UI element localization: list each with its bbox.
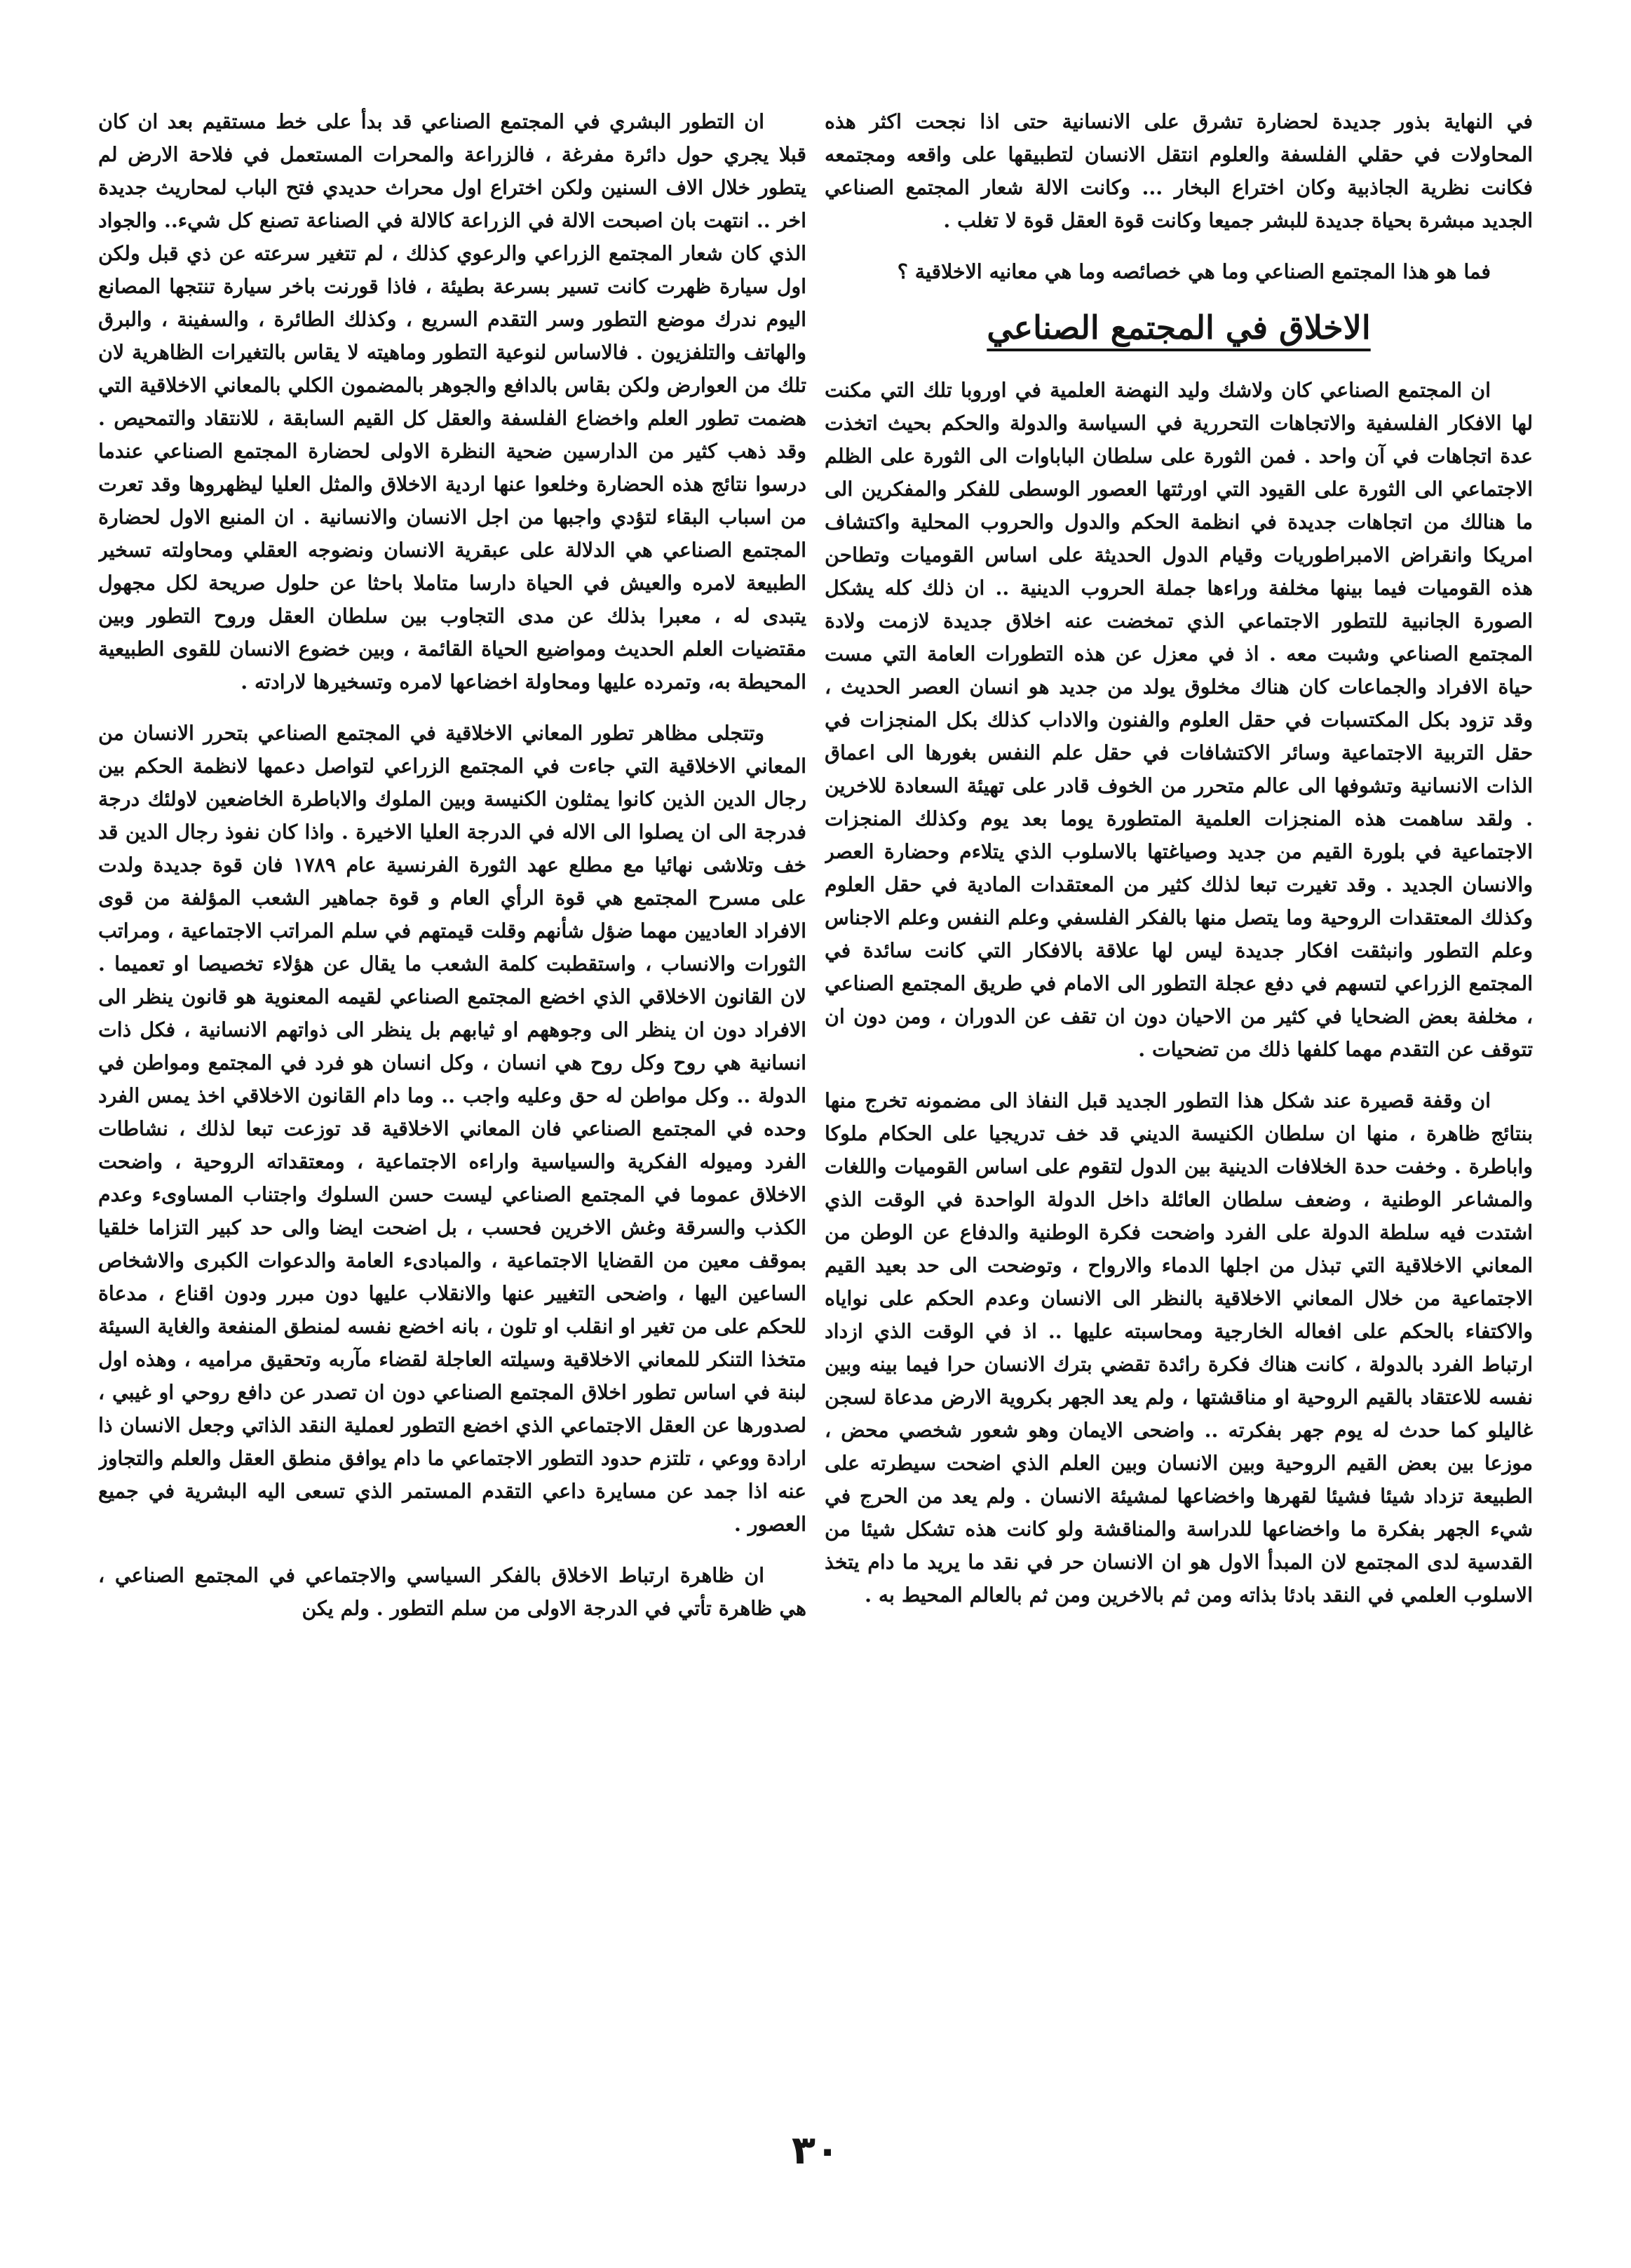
left-column (98, 105, 806, 2093)
body-paragraph: وتتجلى مظاهر تطور المعاني الاخلاقية في المجتمع الصناعي بتحرر الانسان من المعاني الاخلاقية التي جاءت في المجتمع الزراعي لتواصل دعمها لانظمة الحكم بين رجال الدين الذين كانوا يمثلون الكنيسة وبين الملوك والاباطرة الخاضعين لاولئك درجة فدرجة الى ان يصلوا الى الاله في الدرجة العليا الاخيرة . واذا كان نفوذ رجال الدين قد خف وتلاشى نهائيا مع مطلع عهد الثورة الفرنسية عام ١٧٨٩ فان قوة جديدة ولدت على مسرح المجتمع هي قوة الرأي العام و قوة جماهير الشعب المؤلفة من قوى الافراد العاديين مهما ضؤل شأنهم وقلت قيمتهم في سلم المراتب الاجتماعية ، ومراتب الثورات والانساب ، واستقطبت كلمة الشعب ما يقال عن هؤلاء تخصيصا او تعميما . لان القانون الاخلاقي الذي اخضع المجتمع الصناعي لقيمه المعنوية هو قانون ينظر الى الافراد دون ان ينظر الى وجوههم او ثيابهم بل ينظر الى ذواتهم الانسانية ، فكل ذات انسانية هي روح وكل روح هي انسان ، وكل انسان هو فرد في المجتمع ومواطن في الدولة .. وكل مواطن له حق وعليه واجب .. وما دام القانون الاخلاقي اخذ يمس الفرد وحده في المجتمع الصناعي فان المعاني الاخلاقية قد توزعت تبعا لذلك ، نشاطات الفرد وميوله الفكرية والسياسية واراءه الاجتماعية ، ومعتقداته الروحية ، واضحت الاخلاق عموما في المجتمع الصناعي ليست حسن السلوك واجتناب المساوىء وعدم الكذب والسرقة وغش الاخرين فحسب ، بل اضحت ايضا والى حد كبير التزاما خلقيا بموقف معين من القضايا الاجتماعية ، والمبادىء العامة والدعوات الكبرى والاشخاص الساعين اليها ، واضحى التغيير عنها والانقلاب عليها دون مبرر ودون اقناع ، مدعاة للحكم على من تغير او انقلب او تلون ، بانه اخضع نفسه لمنطق المنفعة والغاية السيئة متخذا التنكر للمعاني الاخلاقية وسيلته العاجلة لقضاء مآربه وتحقيق مراميه ، وهذه اول لبنة في اساس تطور اخلاق المجتمع الصناعي دون ان تصدر عن دافع روحي او غيبي ، لصدورها عن العقل الاجتماعي الذي اخضع التطور لعملية النقد الذاتي وجعل الانسان ذا ارادة ووعي ، تلتزم حدود التطور الاجتماعي ما دام يوافق منطق العقل والعلم والتجاوز عنه اذا جمد عن مسايرة داعي التقدم المستمر الذي تسعى اليه البشرية في جميع العصور . (98, 721, 806, 1536)
body-paragraph: ان وقفة قصيرة عند شكل هذا التطور الجديد قبل النفاذ الى مضمونه تخرج منها بنتائج ظاهرة ، منها ان سلطان الكنيسة الديني قد خف تدريجيا على الحكام ملوكا واباطرة . وخفت حدة الخلافات الدينية بين الدول لتقوم على اساس القوميات واللغات والمشاعر الوطنية ، وضعف سلطان العائلة داخل الدولة الواحدة في الوقت الذي اشتدت فيه سلطة الدولة على الفرد واضحت فكرة الوطنية والدفاع عن الوطن من المعاني الاخلاقية التي تبذل من اجلها الدماء والارواح ، وتوضحت الى حد بعيد القيم الاجتماعية من خلال المعاني الاخلاقية بالنظر الى الانسان وعدم الحكم على نواياه والاكتفاء بالحكم على افعاله الخارجية ومحاسبته عليها .. اذ في الوقت الذي ازداد ارتباط الفرد بالدولة ، كانت هناك فكرة رائدة تقضي بترك الانسان حرا فيما بينه وبين نفسه للاعتقاد بالقيم الروحية او مناقشتها ، ولم يعد الجهر بكروية الارض مدعاة لسجن غاليلو كما حدث له يوم جهر بفكرته .. واضحى الايمان وهو شعور شخصي محض ، موزعا بين بعض القيم الروحية وبين الانسان وبين العلم الذي اضحت سيطرته على الطبيعة تزداد شيئا فشيئا لقهرها واخضاعها لمشيئة الانسان . ولم يعد من الحرج في شيء الجهر بفكرة ما واخضاعها للدراسة والمناقشة ولو كانت هذه تشكل شيئا من القدسية لدى المجتمع لان المبدأ الاول هو ان الانسان حر في نقد ما يريد ما دام يتخذ الاسلوب العلمي في النقد بادئا بذاته ومن ثم بالاخرين ومن ثم بالعالم المحيط به . (825, 1088, 1533, 1607)
body-paragraph: ان التطور البشري في المجتمع الصناعي قد بدأ على خط مستقيم بعد ان كان قبلا يجري حول دائرة مفرغة ، فالزراعة والمحرات المستعمل في فلاحة الارض لم يتطور خلال الاف السنين ولكن اختراع اول محراث حديدي فتح الباب لمحاريث جديدة اخر .. انتهت بان اصبحت الالة في الزراعة كالالة في الصناعة تصنع كل شيء.. والجواد الذي كان شعار المجتمع الزراعي والرعوي كذلك ، لم تتغير سرعته عن ذي قبل ولكن اول سيارة ظهرت كانت تسير بسرعة بطيئة ، فاذا قورنت باخر سيارة تنتجها المصانع اليوم ندرك موضع التطور وسر التقدم السريع ، وكذلك الطائرة ، والسفينة ، والبرق والهاتف والتلفزيون . فالاساس لنوعية التطور وماهيته لا يقاس بالتغيرات الظاهرية لان تلك من العوارض ولكن بقاس بالدافع والجوهر بالمضمون الكلي بالمعاني الاخلاقية التي هضمت تطور العلم واخضاع الفلسفة والعقل كل القيم السابقة ، للانتقاد والتمحيص . وقد ذهب كثير من الدارسين ضحية النظرة الاولى لحضارة المجتمع الصناعي عندما درسوا نتائج هذه الحضارة وخلعوا عنها اردية الاخلاق والمثل العليا ليظهروها وقد تعرت من اسباب البقاء لتؤدي واجبها من اجل الانسان والانسانية . ان المنبع الاول لحضارة المجتمع الصناعي هي الدلالة على عبقرية الانسان ونضوجه العقلي ومحاولته تسخير الطبيعة لامره والعيش في الحياة دارسا متاملا باحثا عن حلول صريحة لكل مجهول يتبدى له ، معبرا بذلك عن مدى التجاوب بين سلطان العقل وروح التطور وبين مقتضيات العلم الحديث ومواضيع الحياة القائمة ، وبين خضوع الانسان للقوى الطبيعية المحيطة به، وتمرده عليها ومحاولة اخضاعها لامره وتسخيرها لارادته . (98, 109, 806, 694)
section-heading: الاخلاق في المجتمع الصناعي (987, 309, 1371, 346)
page-number: ٣٠ (791, 2128, 840, 2173)
right-column (825, 105, 1533, 2093)
intro-question: فما هو هذا المجتمع الصناعي وما هي خصائصه وما هي معانيه الاخلاقية ؟ (897, 259, 1491, 283)
body-paragraph: ان المجتمع الصناعي كان ولاشك وليد النهضة العلمية في اوروبا تلك التي مكنت لها الافكار الفلسفية والاتجاهات التحررية في السياسة والدولة والحكم بحيث اتخذت عدة اتجاهات في آن واحد . فمن الثورة على سلطان الباباوات الى الثورة على الظلم الاجتماعي الى الثورة على القيود التي اورثتها العصور الوسطى للفكر والمفكرين الى ما هنالك من اتجاهات جديدة في انظمة الحكم والدول والحروب المحلية واكتشاف امريكا وانقراض الامبراطوريات وقيام الدول الحديثة على اساس القوميات وتطاحن هذه القوميات فيما بينها مخلفة وراءها جملة الحروب الدينية .. ان ذلك كله يشكل الصورة الجانبية للتطور الاجتماعي الذي تمخضت عنه اخلاق جديدة لازمت ولادة المجتمع الصناعي وشبت معه . اذ في معزل عن هذه التطورات العامة التي مست حياة الافراد والجماعات كان هناك مخلوق يولد من جديد هو انسان العصر الحديث ، وقد تزود بكل المكتسبات في حقل العلوم والفنون والاداب كذلك بكل المنجزات في حقل التربية الاجتماعية وسائر الاكتشافات في حقل علم النفس بغورها الى اعماق الذات الانسانية وتشوفها الى عالم متحرر من الخوف قادر على تهيئة السعادة للاخرين . ولقد ساهمت هذه المنجزات العلمية المتطورة يوما بعد يوم وكذلك المنجزات الاجتماعية في بلورة القيم من جديد وصياغتها بالاسلوب الذي يتلاءم وحضارة العصر والانسان الجديد . وقد تغيرت تبعا لذلك كثير من المعتقدات المادية في حقل العلوم وكذلك المعتقدات الروحية وما يتصل منها بالفكر الفلسفي وعلم النفس وعلم الاجناس وعلم التطور وانبثقت افكار جديدة ليس لها علاقة بالافكار التي كانت سائدة في المجتمع الزراعي لتسهم في دفع عجلة التطور الى الامام في طريق المجتمع الصناعي ، مخلفة بعض الضحايا في كثير من الاحيان دون ان تقف عن الدوران ، ومن دون ان تتوقف عن التقدم مهما كلفها ذلك من تضحيات . (825, 378, 1533, 1061)
intro-paragraph: في النهاية بذور جديدة لحضارة تشرق على الانسانية حتى اذا نجحت اكثر هذه المحاولات في حقلي الفلسفة والعلوم انتقل الانسان لتطبيقها على واقعه ومجتمعه فكانت نظرية الجاذبية وكان اختراع البخار ... وكانت الالة شعار المجتمع الصناعي الجديد مبشرة بحياة جديدة للبشر جميعا وكانت قوة العقل قوة لا تغلب . (825, 109, 1533, 232)
body-paragraph: ان ظاهرة ارتباط الاخلاق بالفكر السياسي والاجتماعي في المجتمع الصناعي ، هي ظاهرة تأتي في الدرجة الاولى من سلم التطور . ولم يكن (98, 1563, 806, 1620)
